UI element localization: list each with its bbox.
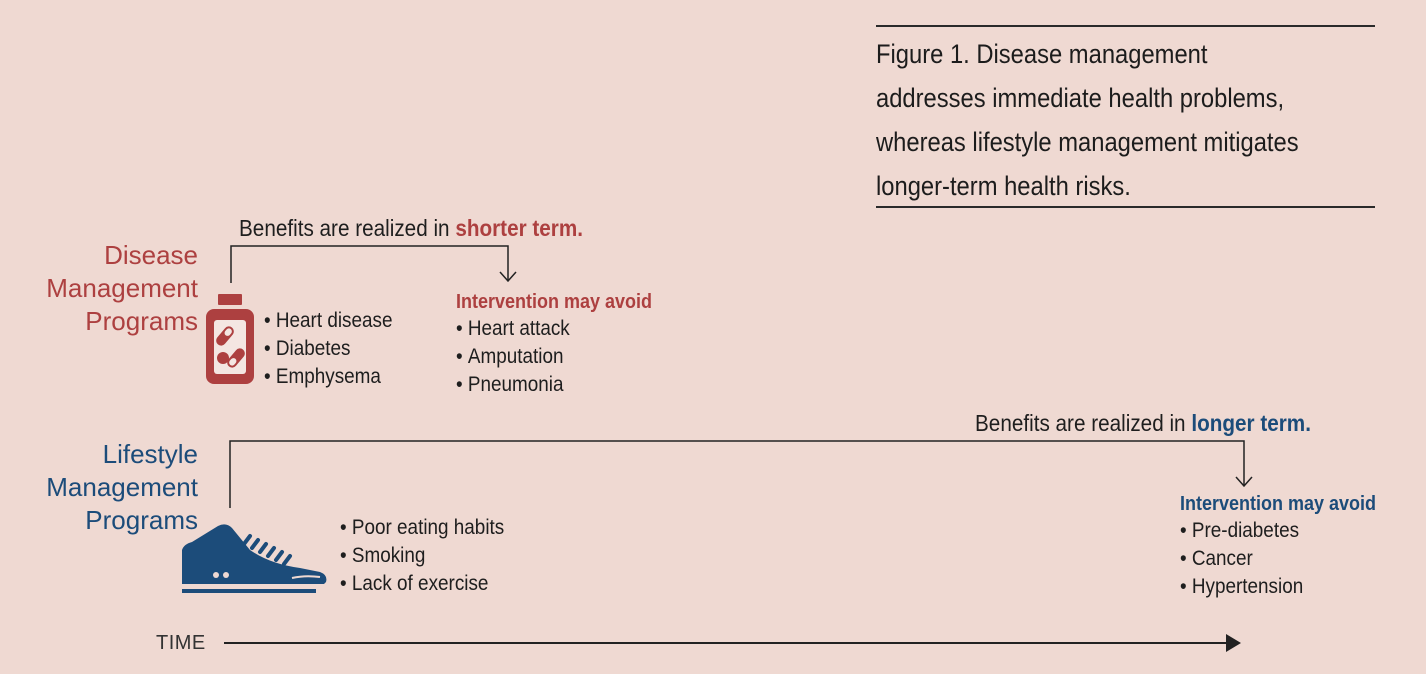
list-item: • Smoking — [340, 542, 504, 570]
lifestyle-conditions-list — [340, 514, 504, 598]
sneaker-icon — [180, 520, 330, 596]
lifestyle-avoid-title: Intervention may avoid — [1180, 493, 1377, 515]
lifestyle-bracket-line — [230, 441, 1244, 508]
lifestyle-benefit-emphasis: longer term. — [1191, 410, 1311, 436]
lifestyle-program-title: Lifestyle Management Programs — [46, 439, 198, 535]
lifestyle-avoid-list — [1180, 517, 1303, 601]
time-arrowhead — [1226, 634, 1241, 652]
list-item: • Heart attack — [456, 315, 570, 343]
disease-conditions-list — [264, 307, 392, 391]
list-item: • Cancer — [1180, 545, 1303, 573]
pill-bottle-icon — [205, 294, 255, 384]
figure-caption: Figure 1. Disease management addresses immediate health problems, whereas lifestyle management mitigates longer-term health risks. — [876, 39, 1299, 201]
disease-benefit-text: Benefits are realized in shorter term. — [239, 215, 584, 241]
list-item: • Diabetes — [264, 335, 392, 363]
disease-avoid-title: Intervention may avoid — [456, 291, 653, 313]
disease-benefit-emphasis: shorter term. — [455, 215, 584, 241]
disease-bracket-line — [231, 246, 508, 283]
list-item: • Lack of exercise — [340, 570, 504, 598]
list-item: • Emphysema — [264, 363, 392, 391]
list-item: • Pre-diabetes — [1180, 517, 1303, 545]
list-item: • Hypertension — [1180, 573, 1303, 601]
list-item: • Pneumonia — [456, 371, 570, 399]
time-label: TIME — [156, 632, 206, 654]
disease-program-title: Disease Management Programs — [46, 240, 198, 336]
list-item: • Poor eating habits — [340, 514, 504, 542]
list-item: • Amputation — [456, 343, 570, 371]
lifestyle-benefit-text: Benefits are realized in longer term. — [975, 410, 1311, 436]
disease-avoid-list — [456, 315, 570, 399]
list-item: • Heart disease — [264, 307, 392, 335]
